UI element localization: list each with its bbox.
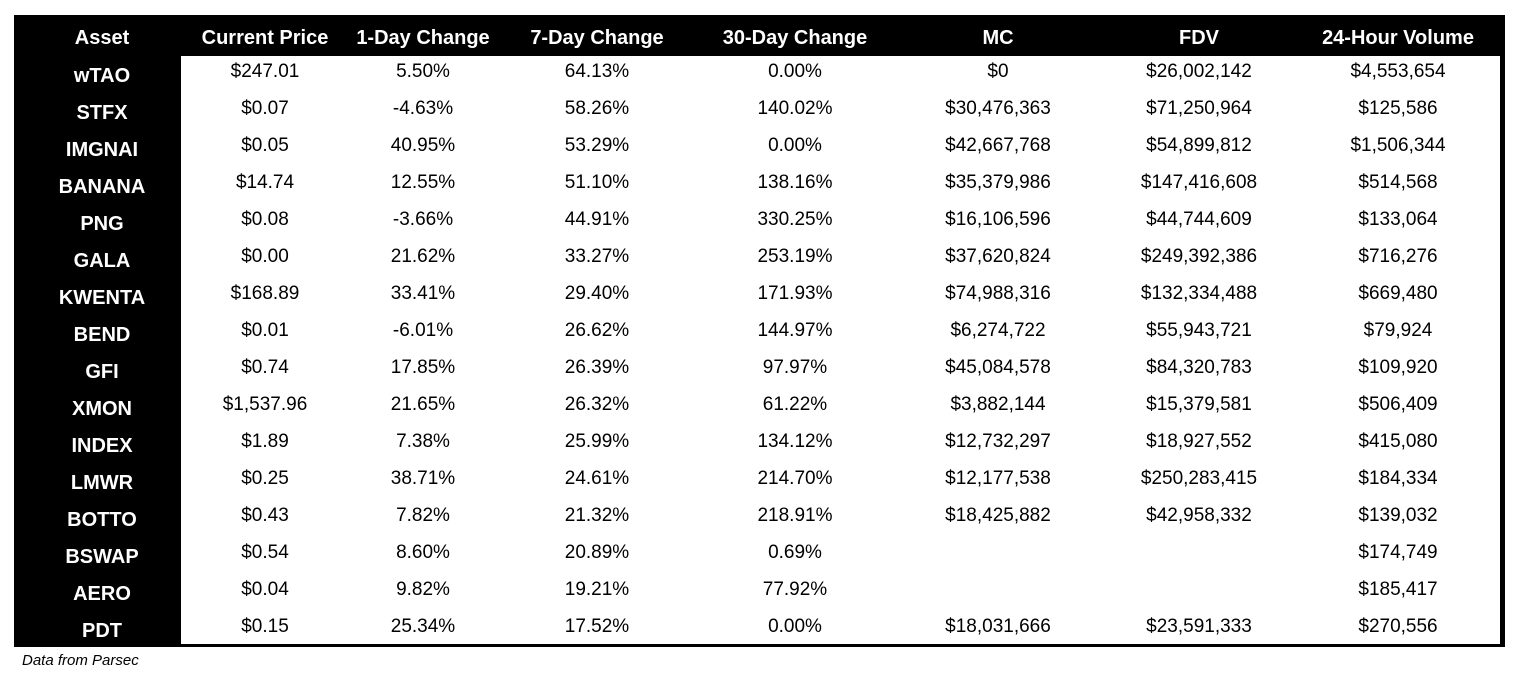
1-day-change-cell: -3.66% — [392, 209, 454, 230]
30-day-change-cell: 144.97% — [757, 320, 833, 341]
30-day-change-cell: 134.12% — [757, 431, 833, 452]
fdv-cell — [1119, 537, 1279, 574]
24-hour-volume-cell: $125,586 — [1358, 98, 1438, 119]
table-row — [14, 241, 1505, 278]
mc-cell — [918, 574, 1078, 611]
current-price-cell: $0.43 — [241, 505, 289, 526]
fdv-cell — [1119, 574, 1279, 611]
table-row — [14, 204, 1505, 241]
1-day-change-cell: 7.38% — [396, 431, 450, 452]
current-price-cell: $247.01 — [230, 61, 300, 82]
mc-cell: $0 — [987, 61, 1009, 82]
asset-name-cell: IMGNAI — [65, 139, 139, 161]
mc-cell: $6,274,722 — [950, 320, 1046, 341]
current-price-cell: $0.00 — [241, 246, 289, 267]
asset-name-cell: AERO — [73, 583, 131, 605]
30-day-change-cell: 0.00% — [768, 135, 822, 156]
1-day-change-cell: 38.71% — [390, 468, 456, 489]
table-row — [14, 389, 1505, 426]
column-header-asset: Asset — [74, 27, 130, 49]
7-day-change-cell: 53.29% — [564, 135, 630, 156]
30-day-change-cell: 330.25% — [757, 209, 833, 230]
24-hour-volume-cell: $270,556 — [1358, 616, 1438, 637]
7-day-change-cell: 64.13% — [564, 61, 630, 82]
mc-cell: $35,379,986 — [945, 172, 1051, 193]
table-row — [14, 278, 1505, 315]
7-day-change-cell: 26.32% — [564, 394, 630, 415]
column-header-mc: MC — [982, 27, 1014, 49]
fdv-cell: $26,002,142 — [1146, 61, 1252, 82]
1-day-change-cell: 21.65% — [390, 394, 456, 415]
7-day-change-cell: 26.39% — [564, 357, 630, 378]
current-price-cell: $0.15 — [241, 616, 289, 637]
1-day-change-cell: 9.82% — [396, 579, 450, 600]
source-footnote: Data from Parsec — [22, 652, 139, 669]
table-row — [14, 352, 1505, 389]
1-day-change-cell: 8.60% — [396, 542, 450, 563]
30-day-change-cell: 77.92% — [762, 579, 828, 600]
asset-name-cell: KWENTA — [58, 287, 146, 309]
24-hour-volume-cell: $514,568 — [1358, 172, 1438, 193]
fdv-cell: $147,416,608 — [1140, 172, 1258, 193]
column-header-fdv: FDV — [1179, 27, 1219, 49]
24-hour-volume-cell: $133,064 — [1358, 209, 1438, 230]
current-price-cell: $0.08 — [241, 209, 289, 230]
fdv-cell: $71,250,964 — [1146, 98, 1252, 119]
asset-name-cell: PNG — [80, 213, 124, 235]
7-day-change-cell: 21.32% — [564, 505, 630, 526]
30-day-change-cell: 171.93% — [757, 283, 833, 304]
30-day-change-cell: 97.97% — [762, 357, 828, 378]
fdv-cell: $249,392,386 — [1140, 246, 1258, 267]
24-hour-volume-cell: $109,920 — [1358, 357, 1438, 378]
1-day-change-cell: 12.55% — [390, 172, 456, 193]
30-day-change-cell: 0.69% — [768, 542, 822, 563]
7-day-change-cell: 58.26% — [564, 98, 630, 119]
24-hour-volume-cell: $1,506,344 — [1350, 135, 1446, 156]
fdv-cell: $42,958,332 — [1146, 505, 1252, 526]
table-row — [14, 463, 1505, 500]
7-day-change-cell: 26.62% — [564, 320, 630, 341]
7-day-change-cell: 24.61% — [564, 468, 630, 489]
mc-cell: $3,882,144 — [950, 394, 1046, 415]
mc-cell: $18,031,666 — [945, 616, 1051, 637]
30-day-change-cell: 0.00% — [768, 616, 822, 637]
fdv-cell: $250,283,415 — [1140, 468, 1258, 489]
fdv-cell: $44,744,609 — [1146, 209, 1252, 230]
mc-cell: $12,732,297 — [945, 431, 1051, 452]
1-day-change-cell: 33.41% — [390, 283, 456, 304]
table-row — [14, 167, 1505, 204]
30-day-change-cell: 61.22% — [762, 394, 828, 415]
current-price-cell: $0.01 — [241, 320, 289, 341]
7-day-change-cell: 51.10% — [564, 172, 630, 193]
current-price-cell: $0.04 — [241, 579, 289, 600]
24-hour-volume-cell: $4,553,654 — [1350, 61, 1446, 82]
mc-cell: $18,425,882 — [945, 505, 1051, 526]
asset-name-cell: BEND — [73, 324, 131, 346]
current-price-cell: $0.54 — [241, 542, 289, 563]
mc-cell: $30,476,363 — [945, 98, 1051, 119]
1-day-change-cell: 7.82% — [396, 505, 450, 526]
30-day-change-cell: 138.16% — [757, 172, 833, 193]
24-hour-volume-cell: $139,032 — [1358, 505, 1438, 526]
asset-name-cell: GFI — [85, 361, 119, 383]
column-header-24-hour-volume: 24-Hour Volume — [1322, 27, 1474, 49]
current-price-cell: $14.74 — [235, 172, 295, 193]
24-hour-volume-cell: $716,276 — [1358, 246, 1438, 267]
30-day-change-cell: 140.02% — [757, 98, 833, 119]
mc-cell: $37,620,824 — [945, 246, 1051, 267]
asset-name-cell: INDEX — [71, 435, 133, 457]
asset-name-cell: LMWR — [70, 472, 134, 494]
mc-cell: $12,177,538 — [945, 468, 1051, 489]
asset-name-cell: STFX — [76, 102, 128, 124]
asset-name-cell: GALA — [73, 250, 131, 272]
7-day-change-cell: 25.99% — [564, 431, 630, 452]
7-day-change-cell: 29.40% — [564, 283, 630, 304]
table-row — [14, 426, 1505, 463]
asset-name-cell: BOTTO — [67, 509, 137, 531]
1-day-change-cell: 5.50% — [396, 61, 450, 82]
30-day-change-cell: 218.91% — [757, 505, 833, 526]
24-hour-volume-cell: $669,480 — [1358, 283, 1438, 304]
1-day-change-cell: -6.01% — [392, 320, 454, 341]
table-row — [14, 537, 1505, 574]
fdv-cell: $23,591,333 — [1146, 616, 1252, 637]
table-header-row — [14, 15, 1505, 56]
1-day-change-cell: 21.62% — [390, 246, 456, 267]
fdv-cell: $84,320,783 — [1146, 357, 1252, 378]
mc-cell: $45,084,578 — [945, 357, 1051, 378]
7-day-change-cell: 44.91% — [564, 209, 630, 230]
current-price-cell: $0.05 — [241, 135, 289, 156]
table-row — [14, 574, 1505, 611]
1-day-change-cell: -4.63% — [392, 98, 454, 119]
24-hour-volume-cell: $185,417 — [1358, 579, 1438, 600]
24-hour-volume-cell: $506,409 — [1358, 394, 1438, 415]
7-day-change-cell: 17.52% — [564, 616, 630, 637]
1-day-change-cell: 40.95% — [390, 135, 456, 156]
30-day-change-cell: 253.19% — [757, 246, 833, 267]
24-hour-volume-cell: $415,080 — [1358, 431, 1438, 452]
mc-cell — [918, 537, 1078, 574]
mc-cell: $74,988,316 — [945, 283, 1051, 304]
fdv-cell: $15,379,581 — [1146, 394, 1252, 415]
asset-name-cell: PDT — [82, 620, 122, 642]
30-day-change-cell: 0.00% — [768, 61, 822, 82]
fdv-cell: $54,899,812 — [1146, 135, 1252, 156]
fdv-cell: $132,334,488 — [1140, 283, 1258, 304]
current-price-cell: $0.07 — [241, 98, 289, 119]
column-header-30-day-change: 30-Day Change — [722, 27, 868, 49]
7-day-change-cell: 33.27% — [564, 246, 630, 267]
current-price-cell: $0.25 — [241, 468, 289, 489]
30-day-change-cell: 214.70% — [757, 468, 833, 489]
column-header-1-day-change: 1-Day Change — [356, 27, 490, 49]
24-hour-volume-cell: $79,924 — [1363, 320, 1433, 341]
asset-name-cell: wTAO — [73, 65, 131, 87]
1-day-change-cell: 25.34% — [390, 616, 456, 637]
fdv-cell: $55,943,721 — [1146, 320, 1252, 341]
table-row — [14, 56, 1505, 93]
asset-name-cell: BSWAP — [65, 546, 139, 568]
table-row — [14, 315, 1505, 352]
fdv-cell: $18,927,552 — [1146, 431, 1252, 452]
data-table — [14, 15, 1505, 647]
7-day-change-cell: 20.89% — [564, 542, 630, 563]
asset-name-cell: BANANA — [58, 176, 146, 198]
table-row — [14, 611, 1505, 648]
table-row — [14, 93, 1505, 130]
24-hour-volume-cell: $174,749 — [1358, 542, 1438, 563]
1-day-change-cell: 17.85% — [390, 357, 456, 378]
24-hour-volume-cell: $184,334 — [1358, 468, 1438, 489]
mc-cell: $42,667,768 — [945, 135, 1051, 156]
column-header-7-day-change: 7-Day Change — [530, 27, 664, 49]
7-day-change-cell: 19.21% — [564, 579, 630, 600]
current-price-cell: $0.74 — [241, 357, 289, 378]
table-body — [14, 56, 1505, 644]
asset-name-cell: XMON — [72, 398, 132, 420]
column-header-current-price: Current Price — [201, 27, 329, 49]
table-row — [14, 130, 1505, 167]
table-row — [14, 500, 1505, 537]
mc-cell: $16,106,596 — [945, 209, 1051, 230]
current-price-cell: $168.89 — [230, 283, 300, 304]
current-price-cell: $1,537.96 — [222, 394, 308, 415]
current-price-cell: $1.89 — [241, 431, 289, 452]
